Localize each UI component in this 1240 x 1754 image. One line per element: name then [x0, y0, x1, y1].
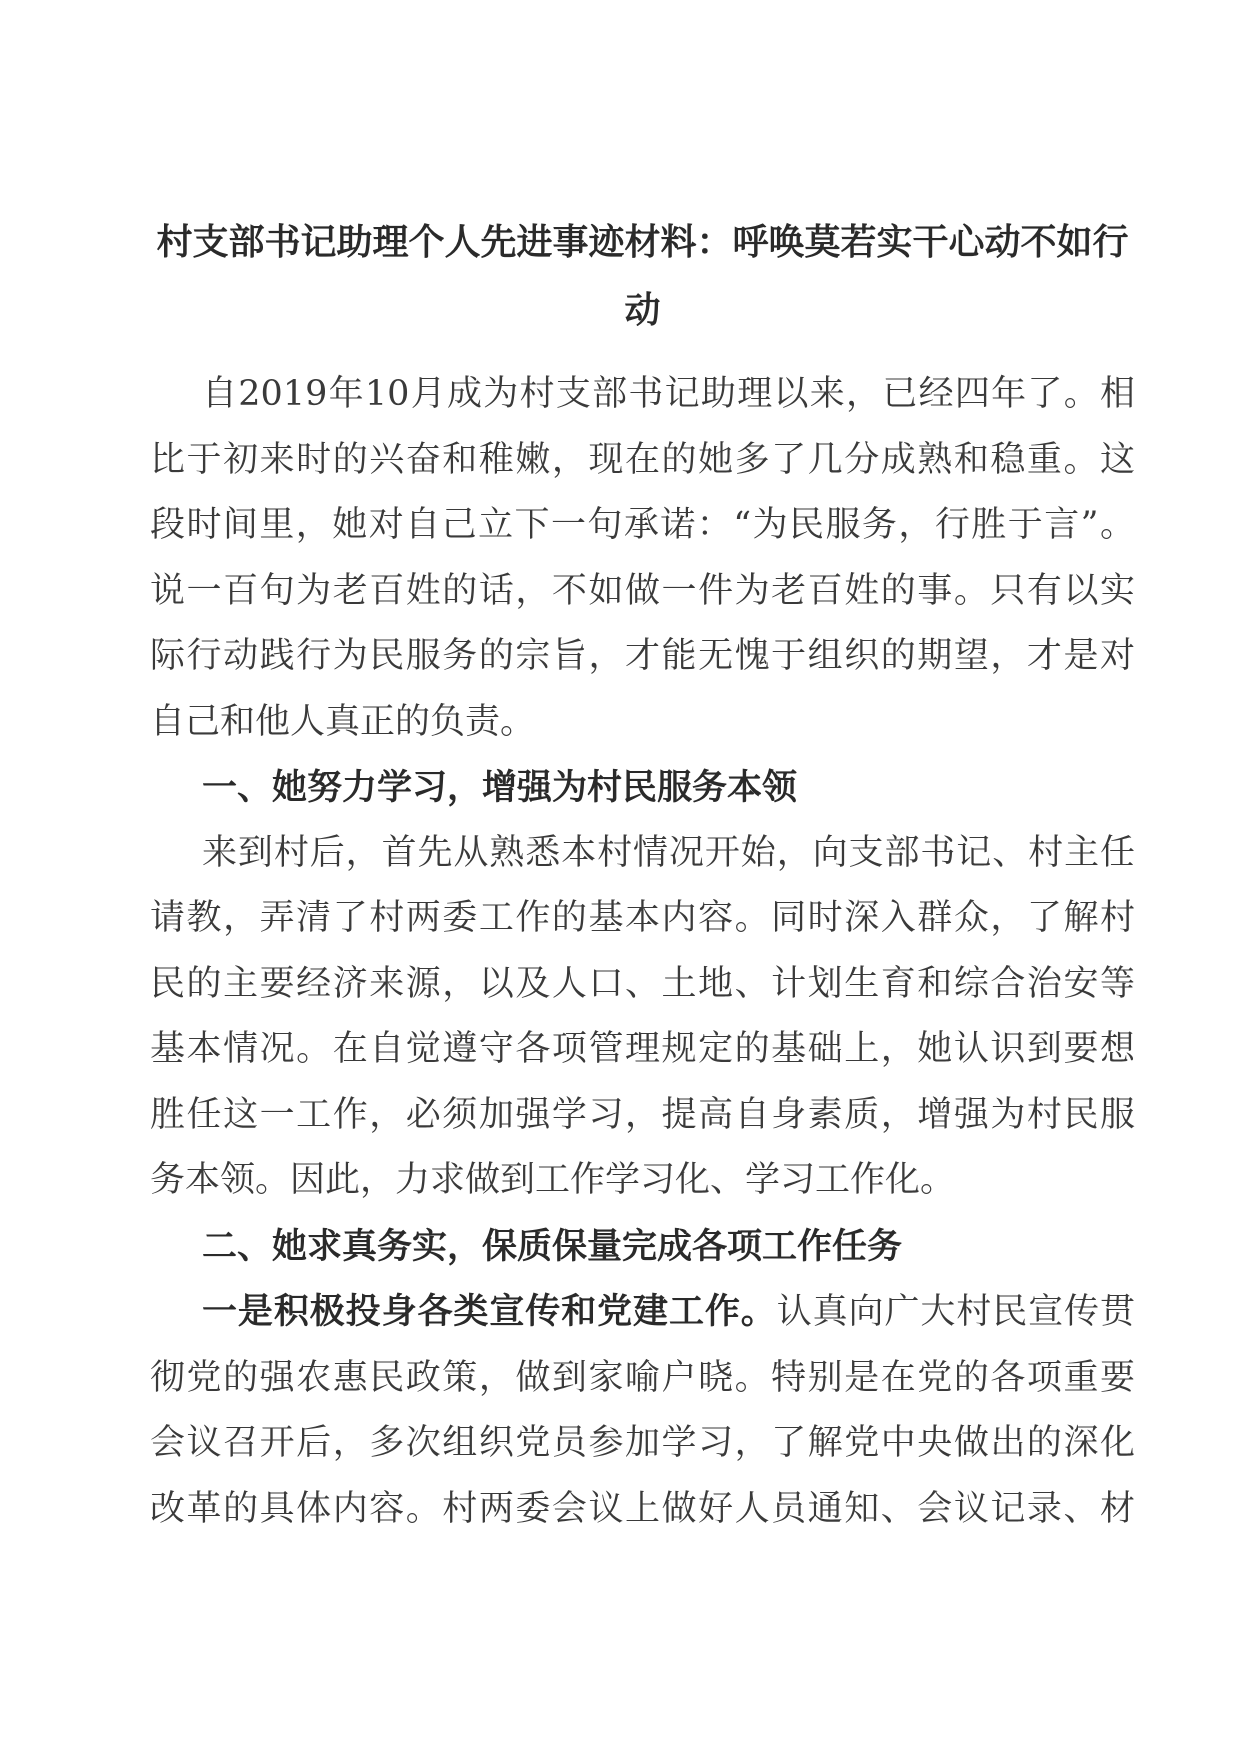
text-line: 段时间里，她对自己立下一句承诺：“为民服务，行胜于言”。 — [150, 505, 1135, 545]
section-heading-2: 二、她求真务实，保质保量完成各项工作任务 — [202, 1225, 903, 1267]
text-line: 改革的具体内容。村两委会议上做好人员通知、会议记录、材 — [150, 1488, 1135, 1529]
text-line: 民的主要经济来源，以及人口、土地、计划生育和综合治安等 — [150, 963, 1135, 1004]
text-line: 请教，弄清了村两委工作的基本内容。同时深入群众，了解村 — [150, 898, 1135, 938]
text-line: 说一百句为老百姓的话，不如做一件为老百姓的事。只有以实 — [150, 570, 1135, 611]
section-heading-1: 一、她努力学习，增强为村民服务本领 — [202, 767, 798, 808]
text-line: 自己和他人真正的负责。 — [150, 701, 536, 742]
text-line: 际行动践行为民服务的宗旨，才能无愧于组织的期望，才是对 — [150, 636, 1135, 676]
text-line: 胜任这一工作，必须加强学习，提高自身素质，增强为村民服 — [150, 1094, 1135, 1135]
title-line: 动 — [624, 289, 661, 331]
bold-lead-sentence: 一是积极投身各类宣传和党建工作。 — [202, 1291, 777, 1332]
text-line — [150, 1279, 1135, 1346]
text-run: 认真向广大村民宣传贯 — [776, 1292, 1135, 1332]
document-title — [150, 208, 1135, 344]
document-body — [150, 362, 1135, 1542]
text-line: 基本情况。在自觉遵守各项管理规定的基础上，她认识到要想 — [150, 1029, 1135, 1069]
paragraph-propaganda — [150, 1279, 1135, 1542]
title-line: 村支部书记助理个人先进事迹材料：呼唤莫若实干心动不如行 — [156, 221, 1129, 263]
text-line: 会议召开后，多次组织党员参加学习，了解党中央做出的深化 — [150, 1423, 1135, 1463]
document-page — [150, 208, 1135, 1542]
text-line: 彻党的强农惠民政策，做到家喻户晓。特别是在党的各项重要 — [150, 1357, 1135, 1398]
text-line: 比于初来时的兴奋和稚嫩，现在的她多了几分成熟和稳重。这 — [150, 439, 1135, 480]
text-line: 自2019年10月成为村支部书记助理以来，已经四年了。相 — [202, 374, 1135, 414]
text-line: 务本领。因此，力求做到工作学习化、学习工作化。 — [150, 1160, 956, 1200]
text-line: 来到村后，首先从熟悉本村情况开始，向支部书记、村主任 — [202, 832, 1135, 873]
paragraph-study — [150, 821, 1135, 1214]
paragraph-intro — [150, 362, 1135, 755]
